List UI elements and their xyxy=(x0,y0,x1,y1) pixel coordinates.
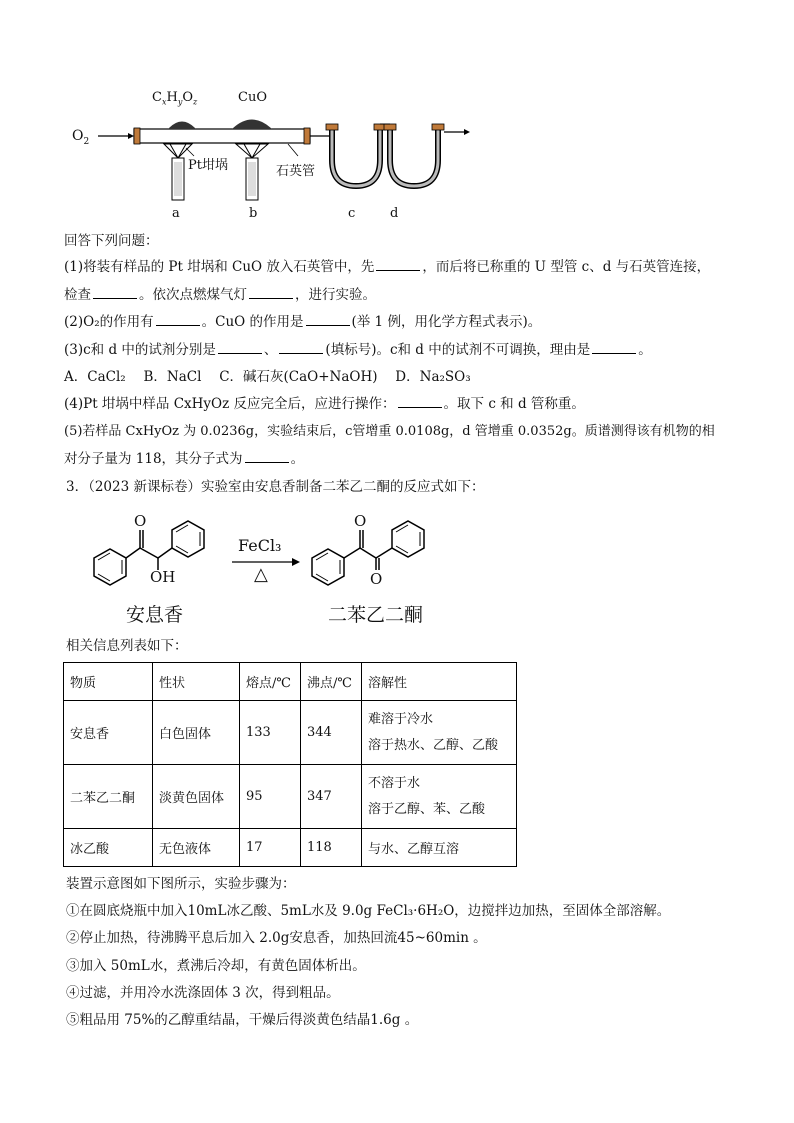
cell-mp: 95 xyxy=(240,765,301,829)
questions-intro: 回答下列问题： xyxy=(64,233,159,249)
label-d: d xyxy=(390,206,399,221)
product-o-label-top: O xyxy=(354,512,367,530)
cell-state: 淡黄色固体 xyxy=(153,765,240,829)
sample-formula-label: $C_xH_yO_z$ xyxy=(152,90,198,107)
table-row xyxy=(64,701,517,765)
reagent-label: FeCl₃ xyxy=(238,536,282,555)
table-row xyxy=(64,829,517,867)
solubility-line: 溶于乙醇、苯、乙酸 xyxy=(368,801,486,817)
product-o-label-bottom: O xyxy=(370,570,383,588)
answer-blank[interactable] xyxy=(398,395,442,408)
question-1-line-1: (1)将装有样品的 Pt 坩埚和 CuO 放入石英管中，先 ，而后将已称重的 U 型管 c、d 与石英管连接， xyxy=(64,259,711,275)
cell-solubility xyxy=(362,701,517,765)
apparatus-drawing xyxy=(60,88,480,228)
o2-label: $O_2$ xyxy=(72,128,90,147)
solubility-line: 溶于热水、乙醇、乙酸 xyxy=(368,737,499,753)
reaction-scheme xyxy=(66,500,466,630)
answer-blank[interactable] xyxy=(306,313,350,326)
steps-intro: 装置示意图如下图所示，实验步骤为： xyxy=(66,876,296,892)
table-intro: 相关信息列表如下： xyxy=(66,638,188,654)
header-cell: 沸点/℃ xyxy=(301,663,362,701)
label-b: b xyxy=(249,206,258,221)
benzoin-oh-label: OH xyxy=(150,568,176,586)
cell-bp: 118 xyxy=(301,829,362,867)
answer-blank[interactable] xyxy=(279,341,323,354)
cell-solubility xyxy=(362,765,517,829)
cell-mp: 17 xyxy=(240,829,301,867)
header-cell: 溶解性 xyxy=(362,663,517,701)
question-4: (4)Pt 坩埚中样品 CxHyOz 反应完全后，应进行操作： 。取下 c 和 d 管称重。 xyxy=(64,396,585,412)
step-3: ③加入 50mL水，煮沸后冷却，有黄色固体析出。 xyxy=(66,958,366,974)
step-5: ⑤粗品用 75%的乙醇重结晶，干燥后得淡黄色结晶1.6g 。 xyxy=(66,1012,419,1028)
question-3: (3)c和 d 中的试剂分别是 、 (填标号)。c和 d 中的试剂不可调换，理由是 。 xyxy=(64,342,652,358)
solubility-line: 不溶于水 xyxy=(368,775,421,791)
properties-table xyxy=(63,662,517,867)
question-3-options: A．CaCl₂ B．NaCl C．碱石灰(CaO+NaOH) D．Na₂SO₃ xyxy=(64,369,471,385)
question-5-line-2: 对分子量为 118，其分子式为 。 xyxy=(64,451,305,467)
heat-symbol: △ xyxy=(254,564,268,585)
label-a: a xyxy=(172,206,180,221)
answer-blank[interactable] xyxy=(156,313,200,326)
answer-blank[interactable] xyxy=(592,341,636,354)
step-1: ①在圆底烧瓶中加入10mL冰乙酸、5mL水及 9.0g FeCl₃·6H₂O，边搅拌边加热，至固体全部溶解。 xyxy=(66,903,671,919)
answer-blank[interactable] xyxy=(93,286,137,299)
header-cell: 物质 xyxy=(64,663,153,701)
cell-name: 冰乙酸 xyxy=(64,829,153,867)
cell-solubility: 与水、乙醇互溶 xyxy=(362,829,517,867)
cuo-label: CuO xyxy=(238,90,267,105)
cell-mp: 133 xyxy=(240,701,301,765)
step-2: ②停止加热，待沸腾平息后加入 2.0g安息香，加热回流45~60min 。 xyxy=(66,930,487,946)
question-2: (2)O₂的作用有 。CuO 的作用是 (举 1 例，用化学方程式表示)。 xyxy=(64,314,542,330)
solubility-line: 难溶于冷水 xyxy=(368,711,434,727)
question-5-line-1: (5)若样品 CxHyOz 为 0.0236g，实验结束后，c管增重 0.0108g，d 管增重 0.0352g。质谱测得该有机物的相 xyxy=(64,424,715,439)
answer-blank[interactable] xyxy=(218,341,262,354)
apparatus-diagram xyxy=(60,88,480,228)
benzoin-o-label: O xyxy=(134,512,147,530)
product-name: 二苯乙二酮 xyxy=(328,604,424,626)
cell-name: 二苯乙二酮 xyxy=(64,765,153,829)
cell-name: 安息香 xyxy=(64,701,153,765)
pt-crucible-label: Pt坩埚 xyxy=(188,158,228,173)
header-cell: 性状 xyxy=(153,663,240,701)
reactant-name: 安息香 xyxy=(126,604,184,626)
label-c: c xyxy=(348,206,356,221)
table-header-row xyxy=(64,663,517,701)
cell-state: 白色固体 xyxy=(153,701,240,765)
step-4: ④过滤，并用冷水洗涤固体 3 次，得到粗品。 xyxy=(66,985,340,1001)
header-cell: 熔点/℃ xyxy=(240,663,301,701)
answer-blank[interactable] xyxy=(249,286,293,299)
answer-blank[interactable] xyxy=(376,258,420,271)
question-1-line-2: 检查 。依次点燃煤气灯 ，进行实验。 xyxy=(64,287,376,303)
cell-bp: 347 xyxy=(301,765,362,829)
cell-bp: 344 xyxy=(301,701,362,765)
problem-3-title: 3．（2023 新课标卷）实验室由安息香制备二苯乙二酮的反应式如下： xyxy=(66,479,485,495)
quartz-tube-label: 石英管 xyxy=(276,164,316,179)
table-row xyxy=(64,765,517,829)
answer-blank[interactable] xyxy=(245,450,289,463)
cell-state: 无色液体 xyxy=(153,829,240,867)
